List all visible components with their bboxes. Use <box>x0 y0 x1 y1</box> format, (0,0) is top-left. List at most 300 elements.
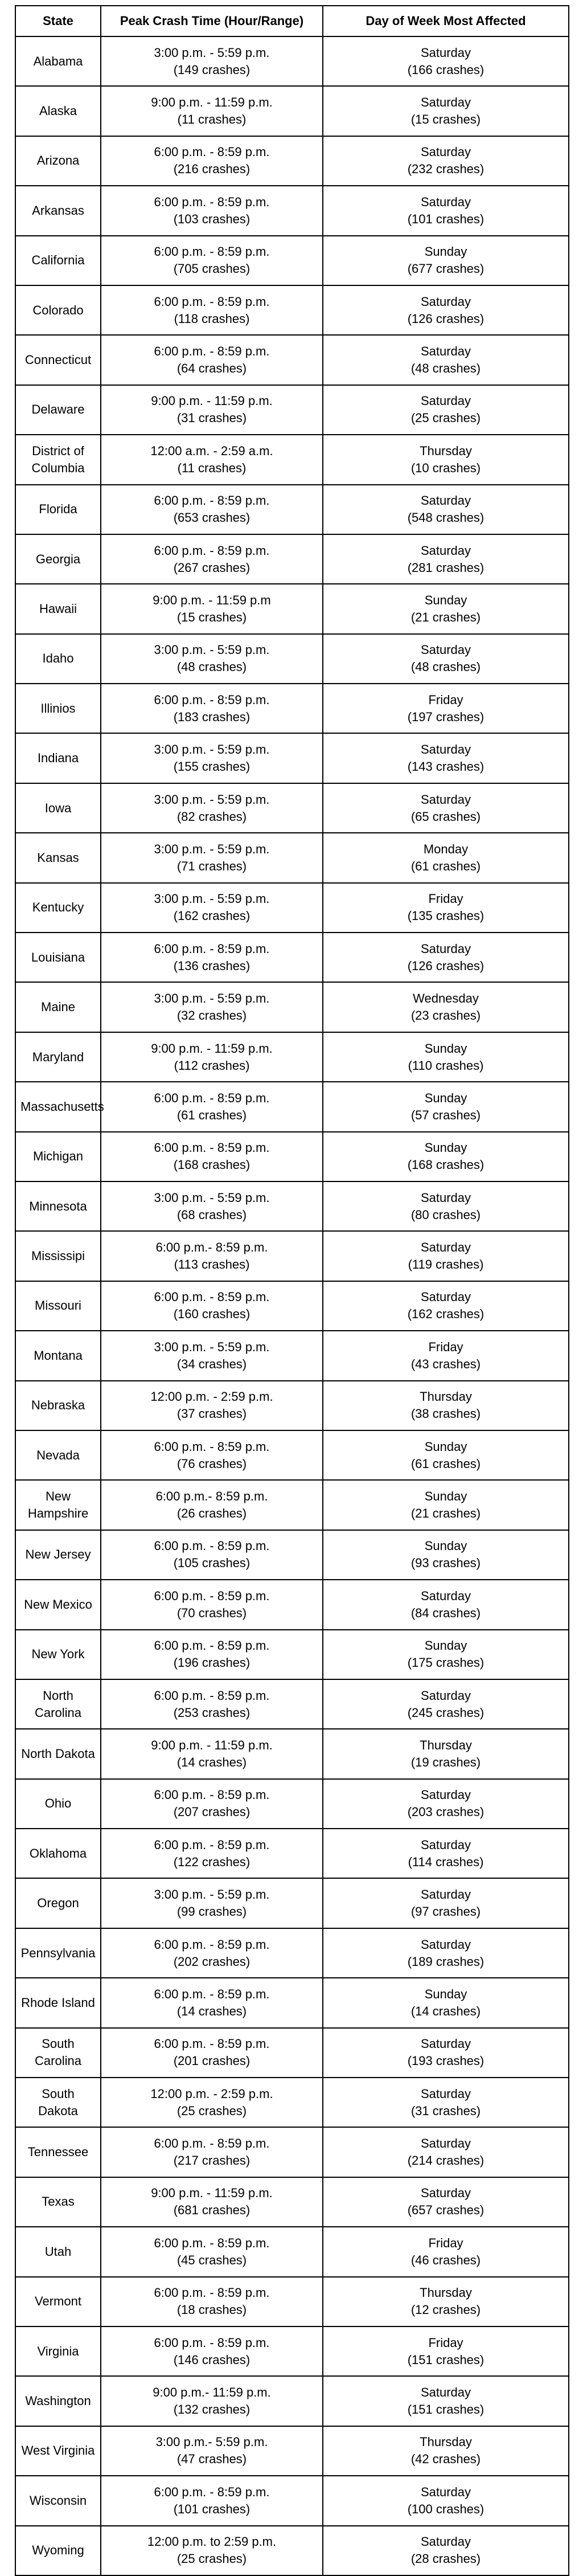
day-cell <box>323 1928 569 1978</box>
day-count: (101 crashes) <box>407 211 485 226</box>
day-cell <box>323 534 569 584</box>
peak-time-range: 6:00 p.m. - 8:59 p.m. <box>154 294 270 309</box>
peak-time-range: 12:00 p.m. - 2:59 p.m. <box>150 2086 273 2101</box>
day-count: (84 crashes) <box>410 1605 481 1620</box>
peak-time-range: 3:00 p.m. - 5:59 p.m. <box>154 892 270 906</box>
state-cell: New Jersey <box>15 1530 101 1580</box>
day-count: (214 crashes) <box>407 2153 485 2168</box>
day-name: Saturday <box>420 1937 471 1952</box>
table-row <box>15 2127 569 2177</box>
peak-time-range: 12:00 a.m. - 2:59 a.m. <box>150 443 273 458</box>
table-row <box>15 1231 569 1281</box>
peak-time-count: (202 crashes) <box>173 1954 251 1969</box>
peak-time-cell <box>101 236 323 285</box>
peak-time-cell <box>101 2526 323 2575</box>
peak-time-count: (146 crashes) <box>173 2352 251 2367</box>
day-count: (135 crashes) <box>407 909 485 923</box>
day-cell <box>323 1878 569 1928</box>
day-count: (31 crashes) <box>410 2103 481 2118</box>
table-row <box>15 285 569 335</box>
day-cell <box>323 933 569 982</box>
day-count: (100 crashes) <box>407 2501 485 2516</box>
table-row <box>15 136 569 186</box>
day-name: Thursday <box>420 2435 472 2450</box>
day-count: (48 crashes) <box>410 660 481 674</box>
day-name: Saturday <box>420 394 471 408</box>
day-name: Saturday <box>420 194 471 209</box>
day-count: (126 crashes) <box>407 958 485 973</box>
peak-time-range: 9:00 p.m. - 11:59 p.m. <box>151 95 273 110</box>
table-row <box>15 1281 569 1331</box>
state-cell: Florida <box>15 485 101 534</box>
peak-time-cell <box>101 2326 323 2376</box>
peak-time-cell <box>101 186 323 235</box>
day-count: (175 crashes) <box>407 1655 485 1670</box>
peak-time-count: (216 crashes) <box>173 162 251 177</box>
table-row <box>15 1779 569 1829</box>
day-count: (15 crashes) <box>410 112 481 127</box>
day-name: Saturday <box>420 941 471 956</box>
peak-time-count: (15 crashes) <box>176 610 247 624</box>
peak-time-count: (32 crashes) <box>176 1008 247 1023</box>
table-row <box>15 2227 569 2276</box>
day-name: Saturday <box>420 2385 471 2400</box>
state-cell: Nevada <box>15 1430 101 1480</box>
peak-time-count: (71 crashes) <box>176 858 247 873</box>
peak-time-count: (11 crashes) <box>177 112 247 127</box>
peak-time-range: 6:00 p.m. - 8:59 p.m. <box>154 2136 270 2151</box>
day-count: (38 crashes) <box>410 1406 481 1421</box>
day-cell <box>323 1829 569 1878</box>
table-row <box>15 385 569 435</box>
peak-time-range: 6:00 p.m. - 8:59 p.m. <box>154 145 270 160</box>
day-cell <box>323 2277 569 2326</box>
peak-time-range: 6:00 p.m. - 8:59 p.m. <box>154 2484 270 2499</box>
peak-time-cell <box>101 2426 323 2476</box>
peak-time-cell <box>101 86 323 136</box>
peak-time-count: (183 crashes) <box>173 709 251 724</box>
table-row <box>15 733 569 783</box>
state-cell: Indiana <box>15 733 101 783</box>
day-count: (143 crashes) <box>407 759 485 774</box>
table-row <box>15 1679 569 1729</box>
state-cell: Delaware <box>15 385 101 435</box>
table-row <box>15 335 569 385</box>
state-cell: Minnesota <box>15 1181 101 1231</box>
day-name: Monday <box>423 841 469 856</box>
state-cell: South Dakota <box>15 2078 101 2127</box>
day-count: (25 crashes) <box>410 411 481 426</box>
peak-time-count: (118 crashes) <box>174 311 250 326</box>
peak-time-count: (253 crashes) <box>173 1705 251 1720</box>
day-name: Sunday <box>424 1090 467 1105</box>
peak-time-cell <box>101 1032 323 1082</box>
day-cell <box>323 684 569 733</box>
state-cell: Virginia <box>15 2326 101 2376</box>
day-name: Saturday <box>420 344 471 359</box>
day-name: Friday <box>428 892 463 906</box>
peak-time-count: (162 crashes) <box>173 909 251 923</box>
day-cell <box>323 136 569 186</box>
peak-time-count: (34 crashes) <box>176 1356 247 1371</box>
peak-time-range: 6:00 p.m. - 8:59 p.m. <box>154 543 270 558</box>
peak-time-count: (207 crashes) <box>173 1805 251 1819</box>
table-row <box>15 36 569 86</box>
peak-time-range: 3:00 p.m. - 5:59 p.m. <box>154 45 270 60</box>
peak-time-count: (653 crashes) <box>173 510 251 525</box>
peak-time-range: 3:00 p.m.- 5:59 p.m. <box>155 2435 268 2450</box>
day-name: Saturday <box>420 643 471 657</box>
day-cell <box>323 982 569 1032</box>
day-name: Saturday <box>420 1290 471 1305</box>
day-cell <box>323 285 569 335</box>
day-cell <box>323 485 569 534</box>
state-cell: Vermont <box>15 2277 101 2326</box>
table-row <box>15 1430 569 1480</box>
day-cell <box>323 1978 569 2027</box>
peak-time-range: 6:00 p.m. - 8:59 p.m. <box>154 1090 270 1105</box>
peak-time-cell <box>101 1630 323 1679</box>
state-cell: Oregon <box>15 1878 101 1928</box>
state-cell: Colorado <box>15 285 101 335</box>
peak-time-range: 6:00 p.m. - 8:59 p.m. <box>154 2335 270 2350</box>
day-count: (42 crashes) <box>410 2452 481 2467</box>
table-row <box>15 1878 569 1928</box>
table-row <box>15 534 569 584</box>
day-cell <box>323 2028 569 2078</box>
day-cell <box>323 783 569 833</box>
peak-time-count: (201 crashes) <box>173 2054 251 2068</box>
table-row <box>15 1480 569 1530</box>
peak-time-cell <box>101 833 323 882</box>
table-row <box>15 982 569 1032</box>
peak-time-count: (25 crashes) <box>176 2103 247 2118</box>
day-count: (21 crashes) <box>410 1506 481 1521</box>
day-count: (57 crashes) <box>410 1107 481 1122</box>
state-cell: Pennsylvania <box>15 1928 101 1978</box>
peak-time-cell <box>101 385 323 435</box>
day-count: (677 crashes) <box>407 261 485 276</box>
day-cell <box>323 1231 569 1281</box>
peak-time-count: (47 crashes) <box>176 2452 247 2467</box>
day-cell <box>323 2177 569 2227</box>
day-name: Sunday <box>424 1986 467 2001</box>
peak-time-count: (122 crashes) <box>173 1854 251 1869</box>
day-count: (28 crashes) <box>410 2552 481 2566</box>
state-cell: Nebraska <box>15 1381 101 1430</box>
day-count: (151 crashes) <box>407 2352 485 2367</box>
day-cell <box>323 1281 569 1331</box>
day-count: (114 crashes) <box>408 1854 484 1869</box>
peak-time-range: 12:00 p.m. - 2:59 p.m. <box>150 1389 273 1404</box>
peak-time-cell <box>101 2227 323 2276</box>
table-row <box>15 1729 569 1778</box>
peak-time-cell <box>101 136 323 186</box>
peak-time-cell <box>101 933 323 982</box>
peak-time-range: 6:00 p.m. - 8:59 p.m. <box>154 244 270 259</box>
peak-time-cell <box>101 435 323 484</box>
state-cell: Kansas <box>15 833 101 882</box>
day-count: (193 crashes) <box>407 2054 485 2068</box>
peak-time-range: 6:00 p.m. - 8:59 p.m. <box>154 1788 270 1802</box>
day-count: (43 crashes) <box>410 1356 481 1371</box>
state-cell: Missouri <box>15 1281 101 1331</box>
table-row <box>15 783 569 833</box>
peak-time-count: (64 crashes) <box>176 361 247 376</box>
state-cell: Alabama <box>15 36 101 86</box>
day-name: Thursday <box>420 1737 472 1752</box>
day-name: Sunday <box>424 592 467 607</box>
table-row <box>15 1032 569 1082</box>
day-name: Friday <box>428 2335 463 2350</box>
header-peak-time: Peak Crash Time (Hour/Range) <box>101 6 323 36</box>
peak-time-cell <box>101 1978 323 2027</box>
day-name: Saturday <box>420 1240 471 1255</box>
state-cell: Arkansas <box>15 186 101 235</box>
day-count: (162 crashes) <box>407 1307 485 1322</box>
peak-time-cell <box>101 2277 323 2326</box>
day-cell <box>323 385 569 435</box>
day-name: Saturday <box>420 1190 471 1205</box>
day-cell <box>323 1779 569 1829</box>
peak-time-count: (113 crashes) <box>174 1257 250 1272</box>
day-cell <box>323 2426 569 2476</box>
day-name: Saturday <box>420 294 471 309</box>
day-name: Sunday <box>424 1439 467 1454</box>
peak-time-range: 6:00 p.m. - 8:59 p.m. <box>154 1290 270 1305</box>
state-cell: Ohio <box>15 1779 101 1829</box>
peak-time-count: (155 crashes) <box>173 759 251 774</box>
table-row <box>15 1331 569 1380</box>
day-name: Sunday <box>424 1638 467 1653</box>
day-cell <box>323 236 569 285</box>
day-name: Saturday <box>420 95 471 110</box>
state-cell: Montana <box>15 1331 101 1380</box>
peak-time-cell <box>101 1381 323 1430</box>
peak-time-cell <box>101 1082 323 1131</box>
peak-time-cell <box>101 1729 323 1778</box>
peak-time-range: 6:00 p.m. - 8:59 p.m. <box>154 344 270 359</box>
table-row <box>15 2376 569 2426</box>
day-count: (46 crashes) <box>410 2252 481 2267</box>
day-name: Friday <box>428 1339 463 1354</box>
day-cell <box>323 733 569 783</box>
day-count: (548 crashes) <box>407 510 485 525</box>
peak-time-cell <box>101 733 323 783</box>
table-row <box>15 833 569 882</box>
day-count: (93 crashes) <box>410 1556 481 1571</box>
table-row <box>15 1829 569 1878</box>
peak-time-cell <box>101 1281 323 1331</box>
peak-time-cell <box>101 1530 323 1580</box>
peak-time-count: (37 crashes) <box>176 1406 247 1421</box>
state-cell: North Carolina <box>15 1679 101 1729</box>
state-cell: West Virginia <box>15 2426 101 2476</box>
day-cell <box>323 186 569 235</box>
peak-time-count: (132 crashes) <box>173 2402 251 2417</box>
day-cell <box>323 2326 569 2376</box>
state-cell: New Hampshire <box>15 1480 101 1530</box>
day-count: (97 crashes) <box>410 1904 481 1919</box>
state-cell: Tennessee <box>15 2127 101 2177</box>
state-cell: Texas <box>15 2177 101 2227</box>
state-cell: Kentucky <box>15 883 101 933</box>
day-name: Sunday <box>424 1489 467 1504</box>
peak-time-range: 6:00 p.m. - 8:59 p.m. <box>154 1140 270 1155</box>
peak-time-range: 6:00 p.m. - 8:59 p.m. <box>154 2037 270 2051</box>
table-row <box>15 86 569 136</box>
state-cell: Mississipi <box>15 1231 101 1281</box>
day-name: Saturday <box>420 1788 471 1802</box>
peak-time-cell <box>101 883 323 933</box>
day-count: (151 crashes) <box>407 2402 485 2417</box>
peak-time-range: 6:00 p.m. - 8:59 p.m. <box>154 941 270 956</box>
table-row <box>15 2476 569 2525</box>
day-name: Saturday <box>420 2534 471 2549</box>
peak-time-count: (31 crashes) <box>176 411 247 426</box>
peak-time-cell <box>101 2127 323 2177</box>
peak-time-cell <box>101 1480 323 1530</box>
table-row <box>15 1978 569 2027</box>
peak-time-cell <box>101 2476 323 2525</box>
day-cell <box>323 1729 569 1778</box>
peak-time-cell <box>101 1430 323 1480</box>
state-cell: Alaska <box>15 86 101 136</box>
day-cell <box>323 1480 569 1530</box>
day-cell <box>323 2526 569 2575</box>
day-cell <box>323 2078 569 2127</box>
peak-time-count: (82 crashes) <box>176 809 247 824</box>
day-cell <box>323 2476 569 2525</box>
table-row <box>15 634 569 684</box>
day-cell <box>323 2127 569 2177</box>
day-cell <box>323 1082 569 1131</box>
day-cell <box>323 1530 569 1580</box>
day-count: (281 crashes) <box>407 560 485 575</box>
header-row <box>15 6 569 36</box>
table-row <box>15 2326 569 2376</box>
day-name: Saturday <box>420 493 471 508</box>
peak-time-range: 9:00 p.m.- 11:59 p.m. <box>153 2385 271 2400</box>
peak-time-range: 6:00 p.m. - 8:59 p.m. <box>154 1688 270 1703</box>
table-row <box>15 933 569 982</box>
peak-time-cell <box>101 783 323 833</box>
day-name: Friday <box>428 2235 463 2250</box>
peak-time-range: 3:00 p.m. - 5:59 p.m. <box>154 742 270 757</box>
peak-time-range: 3:00 p.m. - 5:59 p.m. <box>154 643 270 657</box>
table-row <box>15 2526 569 2575</box>
peak-time-range: 6:00 p.m. - 8:59 p.m. <box>154 493 270 508</box>
day-name: Saturday <box>420 1887 471 1902</box>
table-row <box>15 1928 569 1978</box>
state-cell: Utah <box>15 2227 101 2276</box>
peak-time-range: 3:00 p.m. - 5:59 p.m. <box>154 1887 270 1902</box>
peak-time-range: 9:00 p.m. - 11:59 p.m. <box>151 1041 273 1056</box>
day-count: (197 crashes) <box>407 709 485 724</box>
peak-time-count: (48 crashes) <box>176 660 247 674</box>
peak-time-count: (103 crashes) <box>173 211 251 226</box>
table-row <box>15 584 569 633</box>
peak-time-cell <box>101 1829 323 1878</box>
peak-time-count: (168 crashes) <box>173 1158 251 1172</box>
day-name: Saturday <box>420 2086 471 2101</box>
header-state: State <box>15 6 101 36</box>
crash-table-container <box>15 5 568 2576</box>
day-name: Saturday <box>420 145 471 160</box>
state-cell: Rhode Island <box>15 1978 101 2027</box>
peak-time-count: (149 crashes) <box>173 62 251 77</box>
table-row <box>15 2078 569 2127</box>
peak-time-cell <box>101 1231 323 1281</box>
day-name: Sunday <box>424 1140 467 1155</box>
peak-time-count: (68 crashes) <box>176 1207 247 1222</box>
state-cell: South Carolina <box>15 2028 101 2078</box>
peak-time-count: (112 crashes) <box>174 1058 250 1073</box>
day-name: Sunday <box>424 1041 467 1056</box>
peak-time-range: 6:00 p.m. - 8:59 p.m. <box>154 1539 270 1553</box>
day-name: Saturday <box>420 742 471 757</box>
day-name: Wednesday <box>413 991 479 1006</box>
peak-time-cell <box>101 1928 323 1978</box>
peak-time-range: 3:00 p.m. - 5:59 p.m. <box>154 1190 270 1205</box>
peak-time-cell <box>101 634 323 684</box>
peak-time-count: (99 crashes) <box>176 1904 247 1919</box>
state-cell: California <box>15 236 101 285</box>
day-count: (61 crashes) <box>410 1456 481 1471</box>
day-name: Friday <box>428 692 463 707</box>
peak-time-cell <box>101 335 323 385</box>
state-cell: Massachusetts <box>15 1082 101 1131</box>
day-count: (61 crashes) <box>410 858 481 873</box>
peak-time-cell <box>101 2078 323 2127</box>
day-cell <box>323 1679 569 1729</box>
state-cell: Iowa <box>15 783 101 833</box>
peak-time-range: 6:00 p.m.- 8:59 p.m. <box>155 1240 268 1255</box>
peak-time-range: 12:00 p.m. to 2:59 p.m. <box>147 2534 277 2549</box>
day-count: (21 crashes) <box>410 610 481 624</box>
peak-time-count: (70 crashes) <box>176 1605 247 1620</box>
table-row <box>15 1181 569 1231</box>
day-cell <box>323 1381 569 1430</box>
day-name: Sunday <box>424 1539 467 1553</box>
peak-time-range: 9:00 p.m. - 11:59 p.m. <box>151 1737 273 1752</box>
table-row <box>15 2028 569 2078</box>
state-cell: Illinios <box>15 684 101 733</box>
peak-time-range: 6:00 p.m. - 8:59 p.m. <box>154 1937 270 1952</box>
day-count: (19 crashes) <box>410 1755 481 1769</box>
day-cell <box>323 1331 569 1380</box>
peak-time-cell <box>101 1132 323 1181</box>
state-cell: Wyoming <box>15 2526 101 2575</box>
crash-table <box>15 5 569 2576</box>
table-row <box>15 1630 569 1679</box>
day-name: Sunday <box>424 244 467 259</box>
peak-time-cell <box>101 1679 323 1729</box>
peak-time-range: 9:00 p.m. - 11:59 p.m. <box>151 2186 273 2201</box>
day-cell <box>323 335 569 385</box>
day-cell <box>323 833 569 882</box>
peak-time-count: (26 crashes) <box>176 1506 247 1521</box>
day-count: (189 crashes) <box>407 1954 485 1969</box>
table-row <box>15 1132 569 1181</box>
table-row <box>15 435 569 484</box>
day-name: Thursday <box>420 2285 472 2300</box>
day-cell <box>323 1430 569 1480</box>
day-count: (203 crashes) <box>407 1805 485 1819</box>
day-cell <box>323 2376 569 2426</box>
state-cell: Maryland <box>15 1032 101 1082</box>
day-count: (65 crashes) <box>410 809 481 824</box>
